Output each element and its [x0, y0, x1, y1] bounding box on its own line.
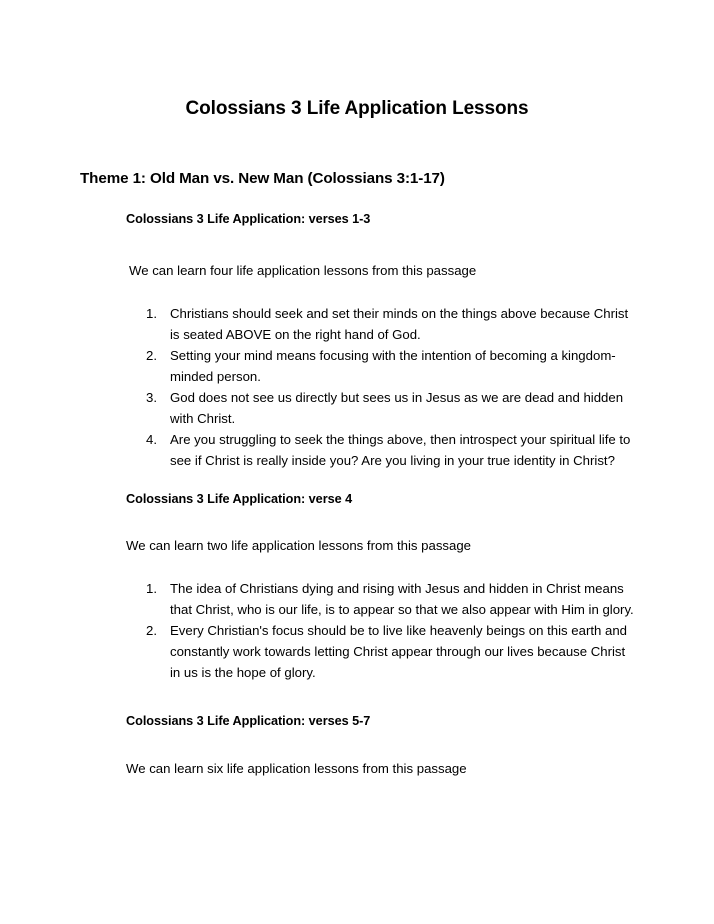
- section-intro: We can learn six life application lessons from this passage: [126, 761, 467, 776]
- list-item-marker: 1.: [146, 306, 157, 321]
- section-intro: We can learn two life application lessons from this passage: [126, 538, 472, 553]
- list-item: [126, 620, 636, 683]
- list-item: [126, 578, 636, 620]
- lesson-list: [126, 303, 636, 471]
- list-item-text: Every Christian's focus should be to live like heavenly beings on this earth and constantly work towards letting Christ appear through our lives because Christ in us is the hope of glory.: [170, 623, 628, 680]
- list-item-text: The idea of Christians dying and rising with Jesus and hidden in Christ means that Christ, who is our life, is to appear so that we also appear with Him in glory.: [170, 581, 634, 617]
- section-intro: We can learn four life application lessons from this passage: [129, 263, 477, 278]
- list-item: [126, 387, 636, 429]
- lesson-list: [126, 578, 636, 683]
- section-heading: Colossians 3 Life Application: verse 4: [126, 492, 353, 506]
- list-item-marker: 2.: [146, 623, 157, 638]
- lesson-section: [126, 210, 636, 471]
- list-item-text: Are you struggling to seek the things above, then introspect your spiritual life to see if Christ is really inside you? Are you living in your true identity in Christ?: [170, 432, 631, 468]
- list-item: [126, 303, 636, 345]
- section-heading: Colossians 3 Life Application: verses 5-7: [126, 714, 371, 728]
- list-item-text: Christians should seek and set their minds on the things above because Christ is seated ABOVE on the right hand of God.: [170, 306, 629, 342]
- list-item-marker: 2.: [146, 348, 157, 363]
- list-item-text: Setting your mind means focusing with the intention of becoming a kingdom-minded person.: [170, 348, 616, 384]
- page-title: Colossians 3 Life Application Lessons: [185, 97, 529, 119]
- list-item-marker: 4.: [146, 432, 157, 447]
- section-heading: Colossians 3 Life Application: verses 1-3: [126, 212, 371, 226]
- list-item: [126, 429, 636, 471]
- lesson-section: [126, 490, 636, 683]
- list-item-text: God does not see us directly but sees us in Jesus as we are dead and hidden with Christ.: [170, 390, 624, 426]
- lesson-section: [126, 712, 636, 778]
- list-item-marker: 1.: [146, 581, 157, 596]
- list-item-marker: 3.: [146, 390, 157, 405]
- theme-heading: Theme 1: Old Man vs. New Man (Colossians 3:1-17): [80, 169, 445, 187]
- list-item: [126, 345, 636, 387]
